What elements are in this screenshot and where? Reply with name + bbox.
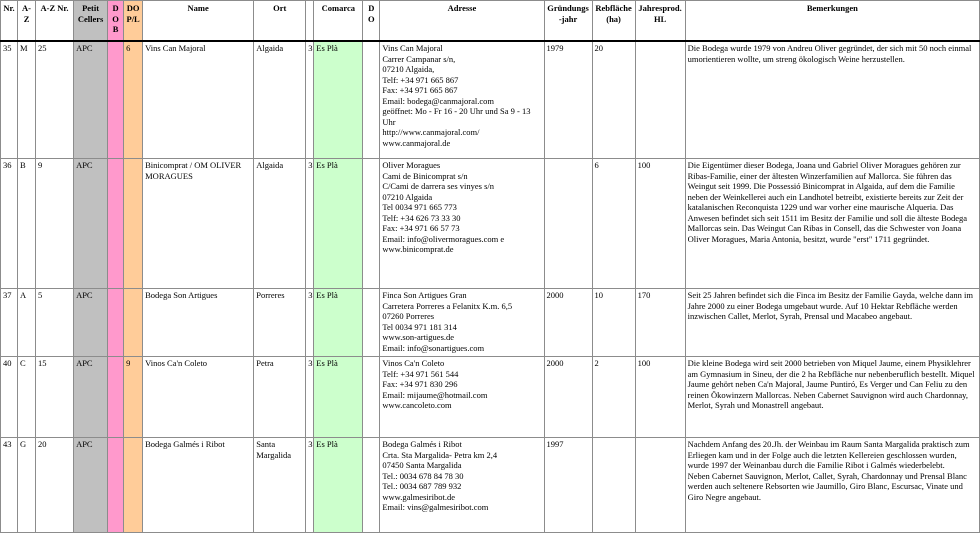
col-header-adresse: Adresse [380,1,544,42]
col-header-do-b: DO B [108,1,124,42]
cell-do-b [108,41,124,159]
cell-name: Binicomprat / OM OLIVER MORAGUES [143,159,254,289]
cell-comarca: Es Plà [314,41,363,159]
cell-comarca: Es Plà [314,289,363,357]
cell-nr: 37 [1,289,18,357]
cell-rebflaeche [592,438,635,533]
cell-comarca-no: 3 [306,41,314,159]
cell-ort: Petra [254,357,306,438]
cell-petit-cellers: APC [74,357,108,438]
table-row [1,357,980,438]
cell-bemerkungen: Nachdem Anfang des 20.Jh. der Weinbau im Raum Santa Margalida praktisch zum Erliegen kam und in der Folge auch die letzten Kellereien geschlossen wurden, wurde 1997 der Weinanbau durch die Familie Ribot i Galmés wiederbelebt. Neben Cabernet Sauvignon, Merlot, Callet, Syrah, Chardonnay und Prensal Blanc werden auch seltenere Rebsorten wie Jaumillo, Giro Blanc, Escursac, Vinate und Giro Negre angebaut. [685,438,979,533]
cell-petit-cellers: APC [74,41,108,159]
col-header-nr: Nr. [1,1,18,42]
table-row [1,41,980,159]
col-header-comarca: Comarca [314,1,363,42]
col-header-name: Name [143,1,254,42]
cell-name: Bodega Galmés i Ribot [143,438,254,533]
cell-ort: Algaida [254,159,306,289]
cell-do-pl: 9 [124,357,143,438]
cell-aznr: 25 [36,41,74,159]
col-header-rebflaeche: Rebfläche (ha) [592,1,635,42]
cell-comarca: Es Plà [314,159,363,289]
cell-rebflaeche: 20 [592,41,635,159]
col-header-do-pl: DO P/L [124,1,143,42]
cell-rebflaeche: 2 [592,357,635,438]
cell-az: A [18,289,36,357]
col-header-ort: Ort [254,1,306,42]
cell-nr: 43 [1,438,18,533]
cell-do-pl [124,438,143,533]
cell-nr: 36 [1,159,18,289]
cell-petit-cellers: APC [74,289,108,357]
cell-rebflaeche: 6 [592,159,635,289]
cell-adresse: Bodega Galmés i Ribot Crta. Sta Margalida- Petra km 2,4 07450 Santa Margalida Tel.: 0034 678 84 78 30 Tel.: 0034 687 789 932 www.galmesiribot.de Email: vins@galmesiribot.com [380,438,544,533]
cell-comarca-no: 3 [306,438,314,533]
cell-adresse: Oliver Moragues Cami de Binicomprat s/n C/Cami de darrera ses vinyes s/n 07210 Algaida Tel 0034 971 665 773 Telf: +34 626 73 33 30 Fax: +34 971 66 57 73 Email: info@olivermoragues.com e www.binicomprat.de [380,159,544,289]
cell-bemerkungen: Die Bodega wurde 1979 von Andreu Oliver gegründet, der sich mit 50 noch einmal umorientieren wollte, um streng ökologisch Weine herzustellen. [685,41,979,159]
cell-adresse: Finca Son Artigues Gran Carretera Porreres a Felanitx K.m. 6,5 07260 Porreres Tel 0034 971 181 314 www.son-artigues.de Email: info@sonartigues.com [380,289,544,357]
cell-do [363,41,380,159]
cell-ort: Porreres [254,289,306,357]
cell-bemerkungen: Die kleine Bodega wird seit 2000 betrieben von Miquel Jaume, einem Physiklehrer am Gymnasium in Sineu, der die 2 ha Rebfläche nur nebenberuflich bestellt. Miquel Jaume gehört neben Ca'n Majoral, Jaume Puntiró, Es Verger und Can Feliu zu den reinen Ökowinzern Mallorcas. Neben Cabernet Sauvignon wird auch Chardonnay, Merlot, Syrah und Monastrell angebaut. [685,357,979,438]
cell-do [363,357,380,438]
table-row [1,289,980,357]
col-header-aznr: A-Z Nr. [36,1,74,42]
col-header-gruendungsjahr: Gründungs-jahr [544,1,592,42]
table-row [1,438,980,533]
cell-aznr: 9 [36,159,74,289]
cell-do [363,289,380,357]
cell-jahresprod: 100 [635,159,685,289]
cell-comarca-no: 3 [306,159,314,289]
col-header-do: DO [363,1,380,42]
cell-do-pl: 6 [124,41,143,159]
cell-nr: 35 [1,41,18,159]
cell-petit-cellers: APC [74,438,108,533]
cell-do [363,438,380,533]
col-header-bemerkungen: Bemerkungen [685,1,979,42]
cell-az: C [18,357,36,438]
cell-comarca-no: 3 [306,357,314,438]
cell-az: M [18,41,36,159]
col-header-jahresprod: Jahresprod. HL [635,1,685,42]
cell-name: Vinos Ca'n Coleto [143,357,254,438]
cell-aznr: 15 [36,357,74,438]
cell-do-b [108,438,124,533]
table-row [1,159,980,289]
cell-petit-cellers: APC [74,159,108,289]
cell-name: Bodega Son Artigues [143,289,254,357]
cell-do-b [108,357,124,438]
cell-comarca: Es Plà [314,438,363,533]
cell-do-b [108,159,124,289]
cell-name: Vins Can Majoral [143,41,254,159]
cell-do-pl [124,159,143,289]
cell-gruendungsjahr: 2000 [544,289,592,357]
cell-rebflaeche: 10 [592,289,635,357]
col-header-petit-cellers: Petit Cellers [74,1,108,42]
cell-gruendungsjahr: 1979 [544,41,592,159]
col-header-comarca-no [306,1,314,42]
cell-gruendungsjahr: 2000 [544,357,592,438]
cell-jahresprod [635,438,685,533]
cell-aznr: 5 [36,289,74,357]
cell-adresse: Vinos Ca'n Coleto Telf: +34 971 561 544 Fax: +34 971 830 296 Email: mijaume@hotmail.com www.cancoleto.com [380,357,544,438]
cell-jahresprod: 170 [635,289,685,357]
cell-comarca-no: 3 [306,289,314,357]
cell-az: G [18,438,36,533]
cell-bemerkungen: Die Eigentümer dieser Bodega, Joana und Gabriel Oliver Moragues gehören zur Ribas-Familie, einer der ältesten Winzerfamilien auf Mallorca. Sie führen das Weingut seit 1999. Die Possessió Binicomprat in Algaida, auf dem die Familie neben der Weinkellerei auch ein Landhotel betreibt, existierte bereits zur Zeit der katalanischen Reconquista 1229 und war vorher eine maurische Alqueria. Das Anwesen befindet sich seit 1511 im Besitz der Familie und soll die älteste Bodega Mallorcas sein. Das Weingut Can Ribas in Consell, das die Schwester von Joana Oliver Moragues, Maria Antonia, besitzt, wurde "erst" 1711 gegründet. [685,159,979,289]
cell-aznr: 20 [36,438,74,533]
cell-comarca: Es Plà [314,357,363,438]
cell-do [363,159,380,289]
cell-az: B [18,159,36,289]
header-row [1,1,980,42]
cell-do-b [108,289,124,357]
cell-gruendungsjahr [544,159,592,289]
cell-do-pl [124,289,143,357]
cell-bemerkungen: Seit 25 Jahren befindet sich die Finca im Besitz der Familie Gayda, welche dann im Jahre 2000 zu einer Bodega umgebaut wurde. Auf 10 Hektar Rebfläche werden inzwischen Callet, Merlot, Syrah, Prensal und Macabeo angebaut. [685,289,979,357]
cell-ort: Algaida [254,41,306,159]
cell-jahresprod: 100 [635,357,685,438]
cell-jahresprod [635,41,685,159]
cell-gruendungsjahr: 1997 [544,438,592,533]
cell-ort: Santa Margalida [254,438,306,533]
cell-adresse: Vins Can Majoral Carrer Campanar s/n, 07210 Algaida, Telf: +34 971 665 867 Fax: +34 971 665 867 Email: bodega@canmajoral.com geöffnet: Mo - Fr 16 - 20 Uhr und Sa 9 - 13 Uhr http://www.canmajoral.com/ www.canmajoral.de [380,41,544,159]
col-header-az: A-Z [18,1,36,42]
cell-nr: 40 [1,357,18,438]
